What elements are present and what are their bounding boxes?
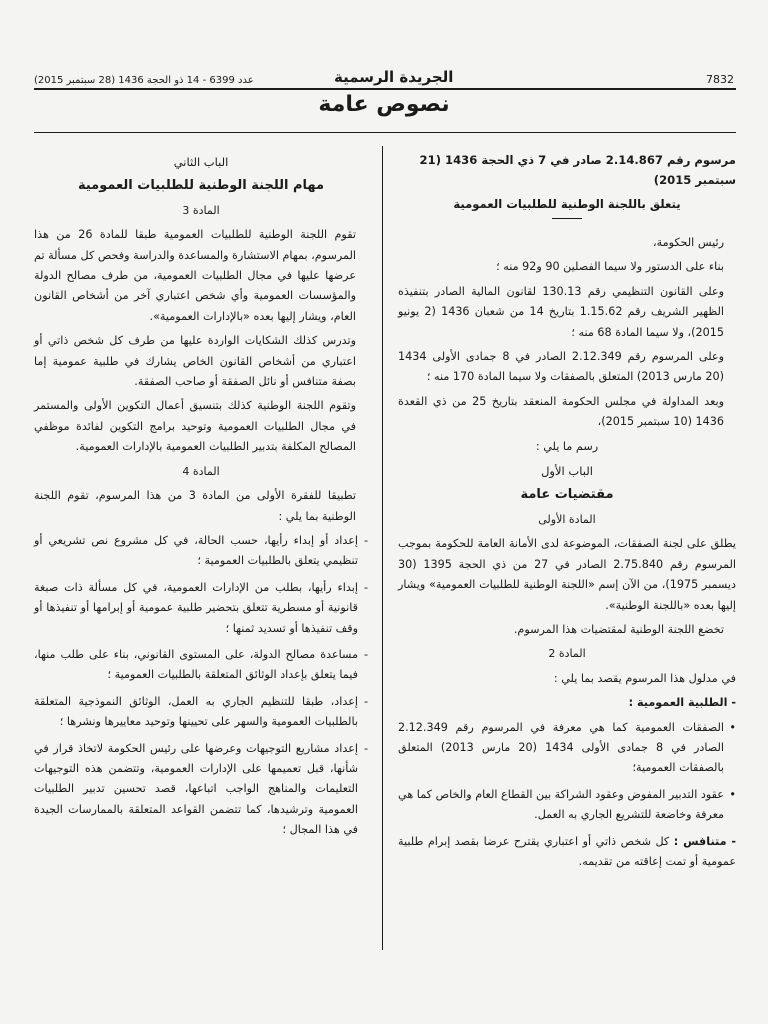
article-paragraph: يطلق على لجنة الصفقات، الموضوعة لدى الأمانة العامة للحكومة بموجب المرسوم رقم 2.75.840 الصادر في 27 من ذي الحجة 1395 (30 ديسمبر 1975)، من الآن إسم «اللجنة الوطنية للطلبيات العمومية» ويشار إليها بعده «باللجنة الوطنية». — [398, 537, 737, 612]
section-title: نصوص عامة — [318, 92, 450, 117]
chapter-heading: الباب الثاني — [173, 155, 229, 169]
article-heading: المادة الأولى — [538, 512, 596, 526]
list-item: - إعداد، طبقا للتنظيم الجاري به العمل، الوثائق النموذجية المتعلقة بالطلبيات العمومية والسهر على تحيينها وتوحيد معاييرها ونشرها ؛ — [34, 692, 368, 733]
preamble-paragraph: وعلى القانون التنظيمي رقم 130.13 لقانون المالية الصادر بتنفيذه الظهير الشريف رقم 1.15.62 بتاريخ 14 من شعبان 1436 (2 يونيو 2015)، ولا سيما المادة 68 منه ؛ — [398, 284, 725, 339]
chapter-heading: الباب الأول — [541, 464, 593, 479]
chapter-title: مهام اللجنة الوطنية للطلبيات العمومية — [77, 178, 325, 194]
term-text: كل شخص ذاتي أو اعتباري يقترح عرضا بقصد إبرام طلبية عمومية أو تمت إعاقته من تقديمه. — [398, 834, 736, 868]
section-rule — [34, 132, 736, 133]
article-heading: المادة 2 — [548, 647, 586, 661]
article-paragraph: تطبيقا للفقرة الأولى من المادة 3 من هذا المرسوم، تقوم اللجنة الوطنية بما يلي : — [34, 489, 356, 523]
right-column — [398, 150, 736, 876]
article-paragraph: تخضع اللجنة الوطنية لمقتضيات هذا المرسوم. — [513, 622, 724, 636]
list-item: • الصفقات العمومية كما هي معرفة في المرسوم رقم 2.12.349 الصادر في 8 جمادى الأولى 1434 (20 مارس 2013) المتعلق بالصفقات العمومية؛ — [398, 718, 736, 779]
decree-title: مرسوم رقم 2.14.867 صادر في 7 ذي الحجة 1436 (21 سبتمبر 2015) — [419, 153, 736, 187]
article-paragraph: في مدلول هذا المرسوم يقصد بما يلي : — [553, 671, 736, 685]
preamble-paragraph: وعلى المرسوم رقم 2.12.349 الصادر في 8 جمادى الأولى 1434 (20 مارس 2013) المتعلق بالصفقات ولا سيما المادة 170 منه ؛ — [398, 350, 724, 384]
gazette-name: الجريدة الرسمية — [334, 68, 454, 86]
page-header — [34, 64, 734, 86]
list-item: • عقود التدبير المفوض وعقود الشراكة بين القطاع العام والخاص كما هي معرفة وخاضعة للتشريع الجاري به العمل. — [398, 785, 736, 826]
left-column — [34, 150, 368, 847]
list-item: - إبداء رأيها، بطلب من الإدارات العمومية، في كل مسألة ذات صبغة قانونية أو مسطرية تتعلق بتحضير طلبية عمومية أو إبرامها أو تنفيذها أو وقف تنفيذها أو تسديد ثمنها ؛ — [34, 578, 368, 639]
head-of-government: رئيس الحكومة، — [652, 236, 724, 249]
page-number: 7832 — [706, 73, 734, 86]
list-item: - إعداد أو إبداء رأيها، حسب الحالة، في كل مشروع نص تشريعي أو تنظيمي يتعلق بالطلبيات العمومية ؛ — [34, 531, 368, 572]
article-paragraph: وتقوم اللجنة الوطنية كذلك بتنسيق أعمال التكوين الأولى والمستمر في مجال الطلبيات العمومية وتوحيد برامج التكوين لفائدة موظفي المصالح المكلفة بتدبير الطلبيات العمومية بالإدارات العمومية. — [34, 399, 356, 454]
article-paragraph: وتدرس كذلك الشكايات الواردة عليها من طرف كل شخص ذاتي أو اعتباري من أشخاص القانون الخاص يشارك في طلبية عمومية إما بصفة متنافس أو نائل الصفقة أو صاحب الصفقة. — [34, 334, 356, 389]
article-heading: المادة 4 — [182, 464, 220, 478]
article-paragraph: تقوم اللجنة الوطنية للطلبيات العمومية طبقا للمادة 26 من هذا المرسوم، بمهام الاستشارة والمساعدة والدراسة وفحص كل مسألة تم عرضها عليها في مجال الطلبيات العمومية، من طرف مصالح الدولة والمؤسسات العمومية وأي شخص اعتباري آخر من أشخاص القانون العام، ويشار إليها بعده «بالإدارات العمومية». — [34, 228, 356, 323]
list-item: - مساعدة مصالح الدولة، على المستوى القانوني، بناء على طلب منها، فيما يتعلق بإعداد الوثائق المتعلقة بالطلبيات العمومية ؛ — [34, 645, 368, 686]
article-list — [34, 531, 368, 841]
title-separator — [552, 218, 582, 219]
decrees-line: رسم ما يلي : — [535, 439, 599, 453]
article-heading: المادة 3 — [182, 203, 220, 217]
column-divider — [382, 146, 383, 950]
preamble-paragraph: بناء على الدستور ولا سيما الفصلين 90 و92 منه ؛ — [496, 260, 724, 274]
issue-info: عدد 6399 - 14 ذو الحجة 1436 (28 سبتمبر 2015) — [34, 75, 254, 86]
preamble-paragraph: وبعد المداولة في مجلس الحكومة المنعقد بتاريخ 25 من ذي القعدة 1436 (10 سبتمبر 2015)، — [398, 394, 724, 429]
term-definition-list — [398, 718, 736, 826]
chapter-title: مقتضيات عامة — [520, 487, 614, 503]
decree-subtitle: يتعلق باللجنة الوطنية للطلبيات العمومية — [453, 197, 681, 211]
term-label: - متنافس : — [673, 834, 736, 848]
term-definition — [398, 832, 736, 873]
header-rule — [34, 88, 736, 90]
list-item: - إعداد مشاريع التوجيهات وعرضها على رئيس الحكومة لاتخاذ قرار في شأنها، قبل تعميمها على الإدارات العمومية، وتتضمن هذه التوجيهات التعليمات والمناهج الواجب اتباعها، قصد تحسين تدبير الطلبيات العمومية وترشيدها، كما تتضمن القواعد المتعلقة بالممارسات الجيدة في هذا المجال ؛ — [34, 739, 368, 841]
term-label: - الطلبية العمومية : — [628, 696, 736, 710]
